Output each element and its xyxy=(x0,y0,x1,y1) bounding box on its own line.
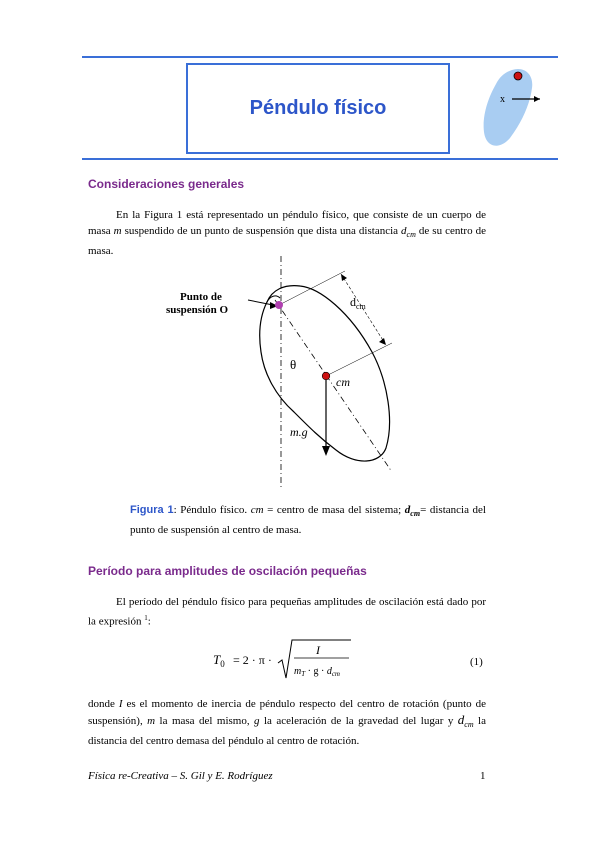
definitions-run: es el momento de inercia de péndulo respecto del centro de rotación (punto de suspensión), xyxy=(88,698,486,727)
label-mg: m.g xyxy=(290,425,308,439)
paragraph-period-intro xyxy=(88,594,486,630)
definitions-run: donde xyxy=(88,698,119,710)
pendulum-figure xyxy=(160,252,420,490)
header-top-rule xyxy=(82,56,558,58)
eq-numerator: I xyxy=(316,643,320,657)
eq-den-m: m xyxy=(294,666,302,677)
caption-cm: cm xyxy=(250,504,264,516)
eq-lhs-sub: 0 xyxy=(220,659,225,669)
weight-arrowhead xyxy=(322,446,330,456)
paragraph-definitions xyxy=(88,696,486,749)
footer-credit: Física re-Creativa – S. Gil y E. Rodríguez xyxy=(88,770,273,782)
svg-text:T0 xyxy=(213,652,225,669)
definitions-run: cm xyxy=(464,720,474,730)
period-intro-text: El período del péndulo físico para pequeñas amplitudes de oscilación está dado por la expresión xyxy=(88,596,486,628)
eq-den-m-sub: T xyxy=(301,670,306,678)
label-point-o-2: suspensión O xyxy=(166,304,229,316)
caption-text-b: = centro de masa del sistema; xyxy=(263,504,405,516)
paragraph-definitions-text xyxy=(88,698,486,747)
label-point-o-1: Punto de xyxy=(180,291,222,303)
intro-run: suspendido de un punto de suspensión que dista una distancia xyxy=(121,225,402,237)
pendulum-icon xyxy=(478,64,550,152)
period-intro-colon: : xyxy=(147,615,151,628)
definitions-run: la masa del mismo, xyxy=(155,715,255,727)
equation-number: (1) xyxy=(470,656,483,668)
caption-d: d xyxy=(404,504,411,516)
paragraph-intro-text xyxy=(88,209,486,257)
period-equation xyxy=(205,636,375,684)
caption-label: Figura 1 xyxy=(130,504,174,516)
label-theta: θ xyxy=(290,357,297,372)
svg-text:dcm xyxy=(350,295,367,311)
eq-lhs: T xyxy=(213,652,221,667)
eq-den-d-sub: cm xyxy=(331,670,340,678)
eq-equals: = 2 · π · xyxy=(233,653,272,667)
intro-run: cm xyxy=(406,230,416,240)
definitions-run: la distancia del centro demasa del péndulo al centro de rotación. xyxy=(88,715,486,748)
footnote-ref[interactable]: 1 xyxy=(144,614,148,622)
caption-d-sub: cm xyxy=(410,509,421,519)
pivot-dot-icon xyxy=(514,72,522,80)
definitions-run: g xyxy=(254,715,260,727)
section-heading-consideraciones: Consideraciones generales xyxy=(88,177,245,191)
pendulum-blob-shape xyxy=(484,69,533,146)
pendulum-hook xyxy=(267,296,280,302)
intro-run: En la Figura 1 está representado un péndulo físico, que consiste de un cuerpo de masa xyxy=(88,209,486,237)
eq-den-d: d xyxy=(326,666,332,677)
title-box xyxy=(186,63,450,154)
center-of-mass-point xyxy=(322,372,330,380)
intro-run: d xyxy=(401,225,407,237)
definitions-run: la aceleración de la gravedad del lugar y xyxy=(259,715,458,727)
svg-text:mT · g · dcm xyxy=(294,666,340,678)
caption-text-c: = distancia del punto de suspensión al centro de masa. xyxy=(130,504,486,537)
page-title: Péndulo físico xyxy=(249,97,387,119)
arrow-right-icon xyxy=(534,96,540,102)
page-number: 1 xyxy=(480,770,486,782)
axis-x-label: x xyxy=(500,94,505,105)
axis-line-o-cm xyxy=(275,300,392,472)
definitions-run: m xyxy=(147,715,156,727)
definitions-run: d xyxy=(457,712,465,727)
section-heading-periodo: Período para amplitudes de oscilación pequeñas xyxy=(88,564,367,578)
definitions-run: I xyxy=(118,698,123,710)
label-dcm-sub: cm xyxy=(356,302,366,311)
pointer-arrow-line xyxy=(248,300,273,305)
eq-den-g: · g · xyxy=(305,666,327,677)
pivot-point xyxy=(275,301,283,309)
figure-caption xyxy=(130,502,486,538)
intro-run: m xyxy=(113,225,122,237)
label-cm: cm xyxy=(336,375,350,389)
intro-run: de su centro de masa. xyxy=(88,225,486,258)
label-dcm: d xyxy=(350,295,356,309)
header-bottom-rule xyxy=(82,158,558,160)
caption-text-a: : Péndulo físico. xyxy=(173,504,251,516)
